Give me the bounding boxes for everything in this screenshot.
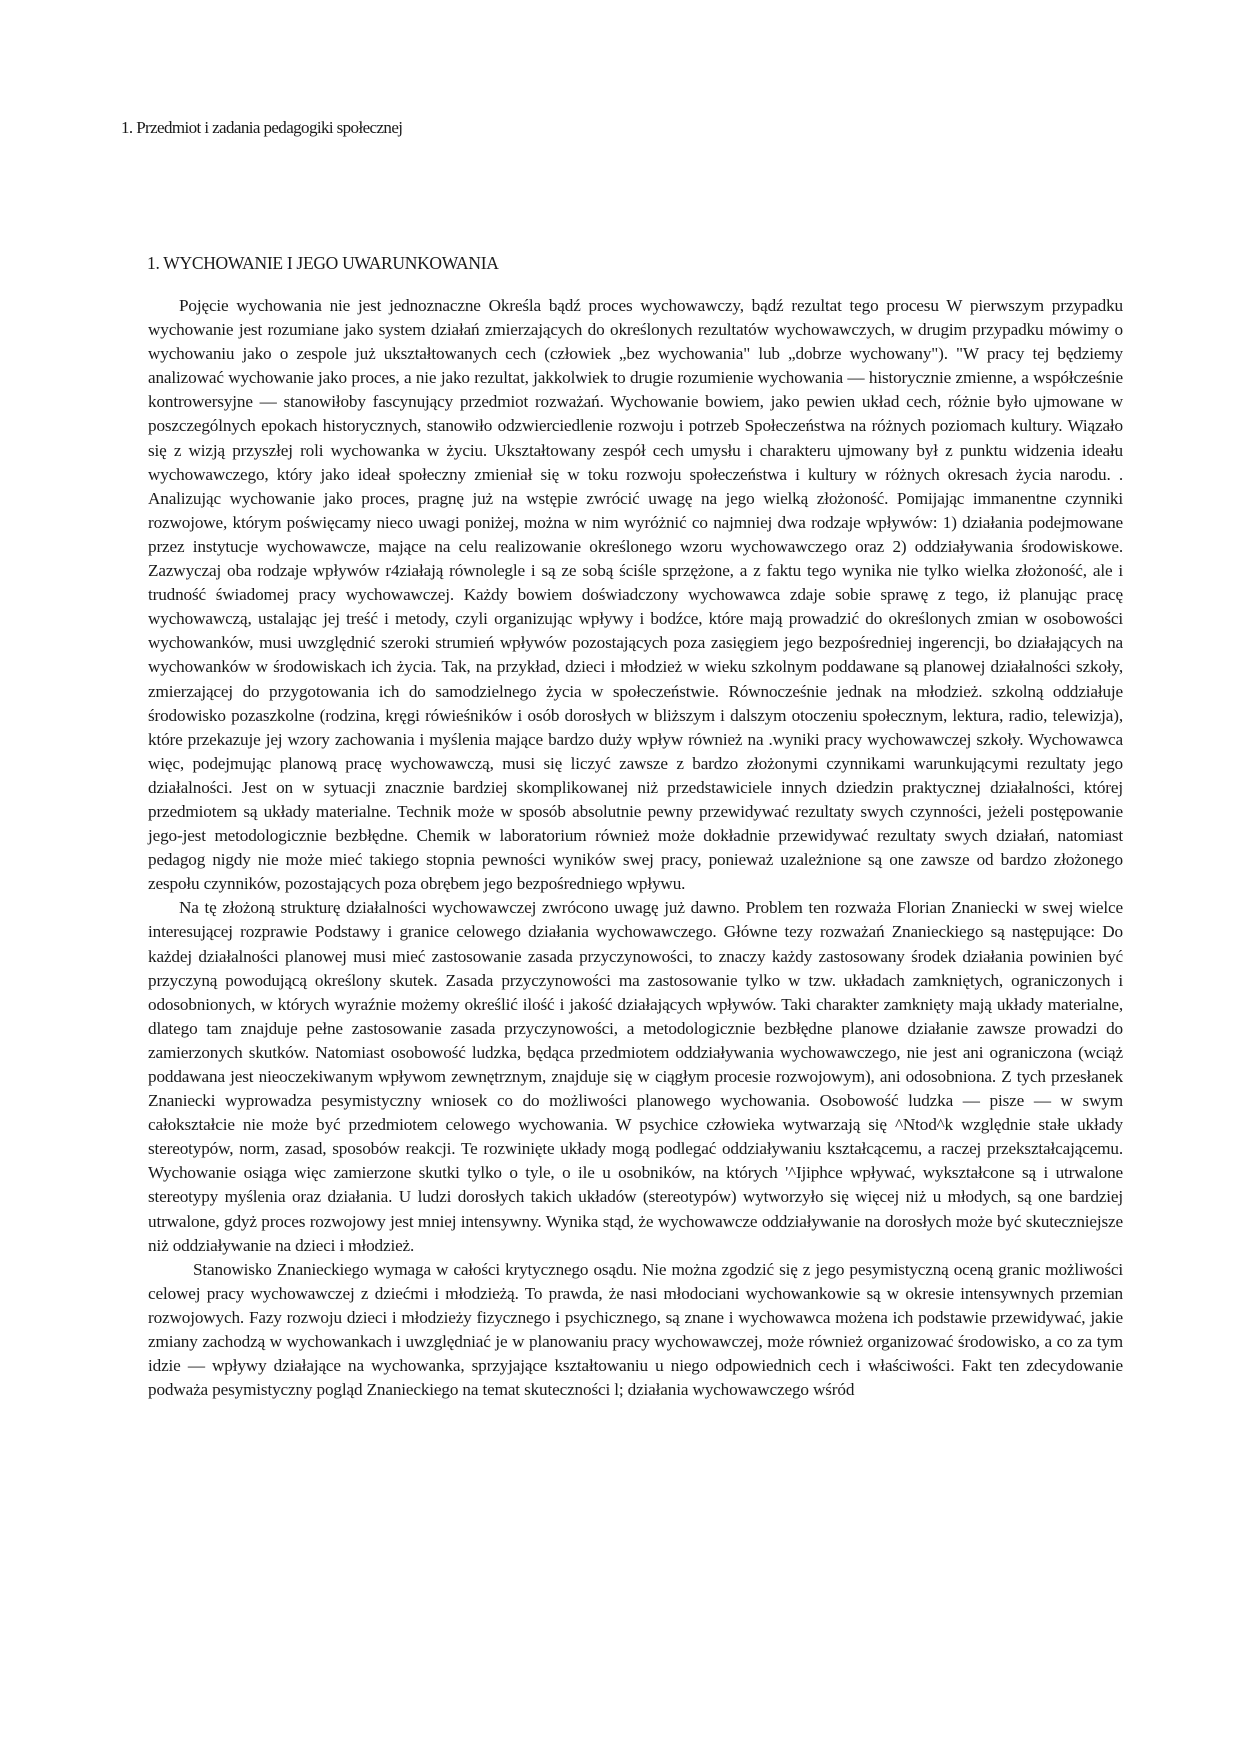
body-text [148,294,1123,1402]
section-heading: 1. WYCHOWANIE I JEGO UWARUNKOWANIA [147,253,499,273]
paragraph-2: Na tę złożoną strukturę działalności wychowawczej zwrócono uwagę już dawno. Problem ten rozważa Florian Znaniecki w swej wielce interesującej rozprawie Podstawy i granice celowego działania wychowawczego. Główne tezy rozważań Znanieckiego są następujące: Do każdej działalności planowej musi mieć zastosowanie zasada przyczynowości, to znaczy każdy zastosowany środek działania powinien być przyczyną powodującą określony skutek. Zasada przyczynowości ma zastosowanie tylko w tzw. układach zamkniętych, ograniczonych i odosobnionych, w których wyraźnie możemy określić ilość i jakość działających wpływów. Taki charakter zamknięty mają układy materialne, dlatego tam znajduje pełne zastosowanie zasada przyczynowości, a metodologicznie bezbłędne planowe działanie zawsze prowadzi do zamierzonych skutków. Natomiast osobowość ludzka, będąca przedmiotem oddziaływania wychowawczego, nie jest ani ograniczona (wciąż poddawana jest nieoczekiwanym wpływom zewnętrznym, znajduje się w ciągłym procesie rozwojowym), ani odosobniona. Z tych przesłanek Znaniecki wyprowadza pesymistyczny wniosek co do możliwości planowego wychowania. Osobowość ludzka — pisze — w swym całokształcie nie może być przedmiotem celowego wychowania. W psychice człowieka wytwarzają się ^Ntod^k względnie stałe układy stereotypów, norm, zasad, sposobów reakcji. Te rozwinięte układy mogą podlegać oddziaływaniu kształcącemu, a raczej przekształcającemu. Wychowanie osiąga więc zamierzone skutki tylko o tyle, o ile u osobników, na których '^Ijiphce wpływać, wykształcone są i utrwalone stereotypy myślenia oraz działania. U ludzi dorosłych takich układów (stereotypów) wytworzyło się więcej niż u młodych, są one bardziej utrwalone, gdyż proces rozwojowy jest mniej intensywny. Wynika stąd, że wychowawcze oddziaływanie na dorosłych może być skuteczniejsze niż oddziaływanie na dzieci i młodzież. [148,898,1123,1255]
paragraph-1: Pojęcie wychowania nie jest jednoznaczne Określa bądź proces wychowawczy, bądź rezultat tego procesu W pierwszym przypadku wychowanie jest rozumiane jako system działań zmierzających do określonych rezultatów wychowawczych, w drugim przypadku mówimy o wychowaniu jako o zespole już ukształtowanych cech (człowiek „bez wychowania" lub „dobrze wychowany"). "W pracy tej będziemy analizować wychowanie jako proces, a nie jako rezultat, jakkolwiek to drugie rozumienie wychowania — historycznie zmienne, a współcześnie kontrowersyjne — stanowiłoby fascynujący przedmiot rozważań. Wychowanie bowiem, jako pewien układ cech, różnie było ujmowane w poszczególnych epokach historycznych, stanowiło odzwierciedlenie rozwoju i potrzeb Społeczeństwa na różnych poziomach kultury. Wiązało się z wizją przyszłej roli wychowanka w życiu. Ukształtowany zespół cech umysłu i charakteru ujmowany był z punktu widzenia ideału wychowawczego, który jako ideał społeczny zmieniał się w toku rozwoju społeczeństwa i kultury w różnych okresach życia narodu. . Analizując wychowanie jako proces, pragnę już na wstępie zwrócić uwagę na jego wielką złożoność. Pomijając immanentne czynniki rozwojowe, którym poświęcamy nieco uwagi poniżej, można w nim wyróżnić co najmniej dwa rodzaje wpływów: 1) działania podejmowane przez instytucje wychowawcze, mające na celu realizowanie określonego wzoru wychowawczego oraz 2) oddziaływania środowiskowe. Zazwyczaj oba rodzaje wpływów r4ziałają równolegle i są ze sobą ściśle sprzężone, a z faktu tego wynika nie tylko wielka złożoność, ale i trudność świadomej pracy wychowawczej. Każdy bowiem doświadczony wychowawca zdaje sobie sprawę z tego, iż planując pracę wychowawczą, ustalając jej treść i metody, czyli organizując wpływy i bodźce, które mają prowadzić do określonych zmian w osobowości wychowanków, musi uwzględnić szeroki strumień wpływów pozostających poza zasięgiem jego bezpośredniej ingerencji, bo działających na wychowanków w środowiskach ich życia. Tak, na przykład, dzieci i młodzież w wieku szkolnym poddawane są planowej działalności szkoły, zmierzającej do przygotowania ich do samodzielnego życia w społeczeństwie. Równocześnie jednak na młodzież. szkolną oddziałuje środowisko pozaszkolne (rodzina, kręgi rówieśników i osób dorosłych w bliższym i dalszym otoczeniu społecznym, lektura, radio, telewizja), które przekazuje jej wzory zachowania i myślenia mające bardzo duży wpływ również na .wyniki pracy wychowawczej szkoły. Wychowawca więc, podejmując planową pracę wychowawczą, musi się liczyć zawsze z bardzo złożonymi czynnikami warunkującymi rezultaty jego działalności. Jest on w sytuacji znacznie bardziej skomplikowanej niż przedstawiciele innych dziedzin praktycznej działalności, której przedmiotem są układy materialne. Technik może w sposób absolutnie pewny przewidywać rezultaty swych czynności, jeżeli postępowanie jego-jest metodologicznie bezbłędne. Chemik w laboratorium również może dokładnie przewidywać rezultaty swych działań, natomiast pedagog nigdy nie może mieć takiego stopnia pewności wyników swej pracy, ponieważ uzależnione są one zawsze od bardzo złożonego zespołu czynników, pozostających poza obrębem jego bezpośredniego wpływu. [148,296,1123,894]
paragraph-3: Stanowisko Znanieckiego wymaga w całości krytycznego osądu. Nie można zgodzić się z jego pesymistyczną oceną granic możliwości celowej pracy wychowawczej z dziećmi i młodzieżą. To prawda, że nasi młodociani wychowankowie są w okresie intensywnych przemian rozwojowych. Fazy rozwoju dzieci i młodzieży fizycznego i psychicznego, są znane i wychowawca możena ich podstawie przewidywać, jakie zmiany zachodzą w wychowankach i uwzględniać je w planowaniu pracy wychowawczej, może również organizować środowisko, a co za tym idzie — wpływy działające na wychowanka, sprzyjające kształtowaniu u niego odpowiednich cech i właściwości. Fakt ten zdecydowanie podważa pesymistyczny pogląd Znanieckiego na temat skuteczności l; działania wychowawczego wśród [148,1259,1123,1400]
document-title: 1. Przedmiot i zadania pedagogiki społecznej [121,118,403,137]
